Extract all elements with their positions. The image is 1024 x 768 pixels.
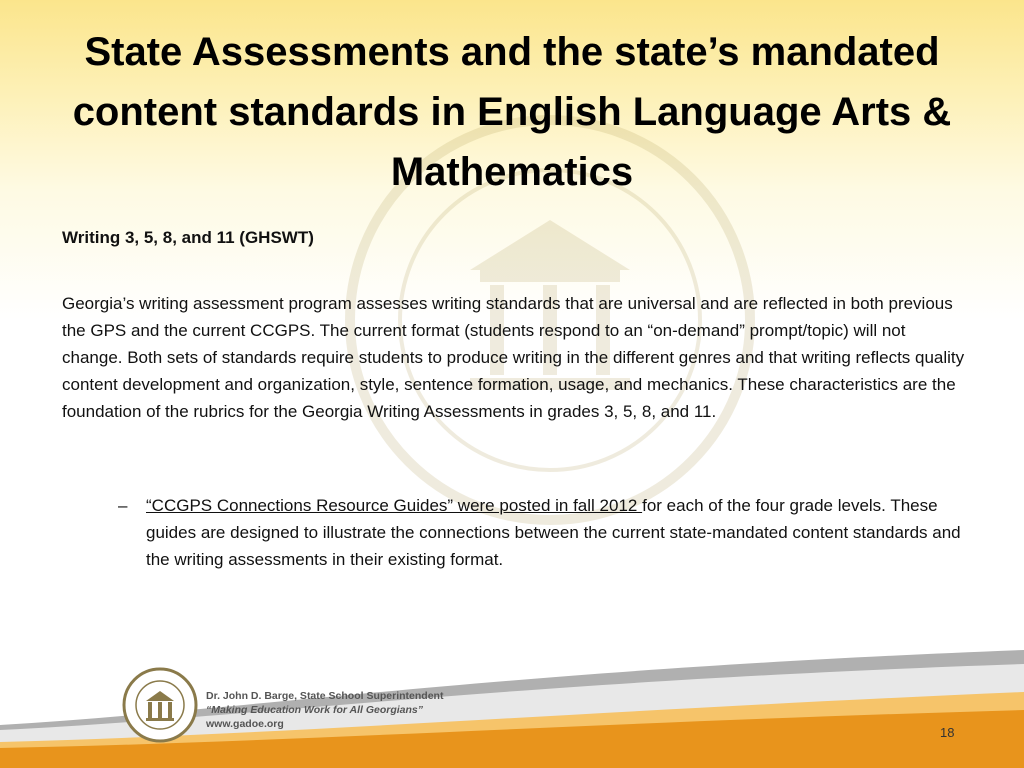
bullet-text (146, 492, 968, 573)
department-of-education-seal-icon (122, 667, 198, 743)
page-number: 18 (940, 725, 955, 740)
bullet-rest-text: for each of the four grade levels. These guides are designed to illustrate the connections between the current state-mandated content standards and the writing assessments in their existing format. (146, 496, 961, 569)
website-link[interactable]: www.gadoe.org (206, 718, 284, 730)
superintendent-line: Dr. John D. Barge, State School Superintendent (206, 690, 444, 702)
bullet-dash: – (118, 496, 128, 515)
slide-title: State Assessments and the state’s mandated content standards in English Language Arts & Mathematics (72, 30, 952, 194)
body-paragraph: Georgia’s writing assessment program assesses writing standards that are universal and are reflected in both previous the GPS and the current CCGPS. The current format (students respond to an “on-demand” prompt/topic) will not change. Both sets of standards require students to produce writing in the different genres and that writing reflects quality content development and organization, style, sentence formation, usage, and mechanics. These characteristics are the foundation of the rubrics for the Georgia Writing Assessments in grades 3, 5, 8, and 11. (62, 294, 965, 421)
bullet-item (118, 492, 968, 573)
motto-line: “Making Education Work for All Georgians” (206, 704, 424, 716)
footer-contact (206, 689, 443, 731)
resource-guides-link[interactable]: “CCGPS Connections Resource Guides” were posted in fall 2012 (146, 496, 643, 515)
section-subheading: Writing 3, 5, 8, and 11 (GHSWT) (62, 228, 314, 247)
